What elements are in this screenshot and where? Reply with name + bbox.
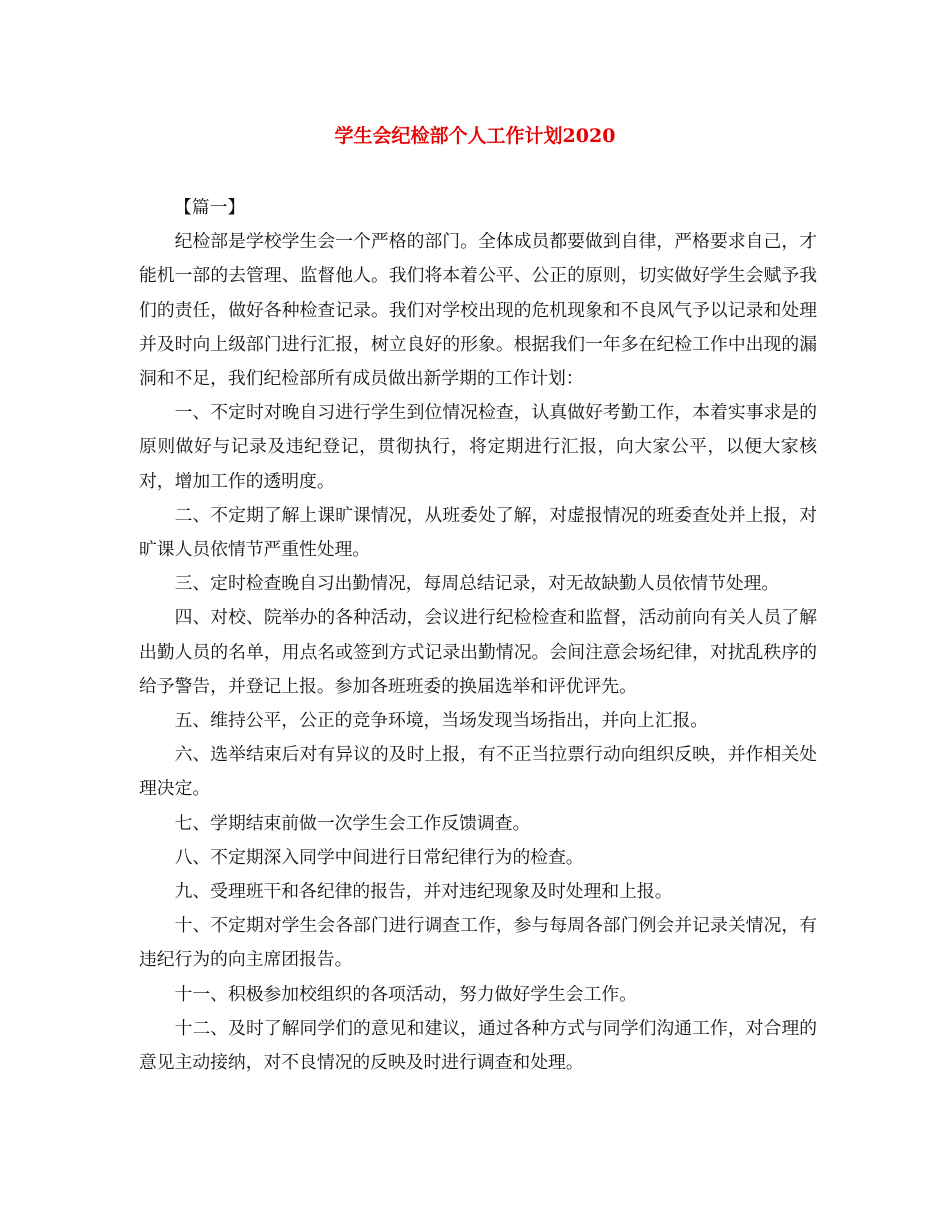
paragraph-item-6: 六、选举结束后对有异议的及时上报，有不正当拉票行动向组织反映，并作相关处理决定。: [139, 744, 817, 800]
paragraph-item-9: 九、受理班干和各纪律的报告，并对违纪现象及时处理和上报。: [174, 881, 673, 903]
paragraph-intro: 纪检部是学校学生会一个严格的部门。全体成员都要做到自律，严格要求自己，才能机一部的去管理、监督他人。我们将本着公平、公正的原则，切实做好学生会赋予我们的责任，做好各种检查记录。我们对学校出现的危机现象和不良风气予以记录和处理并及时向上级部门进行汇报，树立良好的形象。根据我们一年多在纪检工作中出现的漏洞和不足，我们纪检部所有成员做出新学期的工作计划：: [139, 231, 817, 390]
document-body: [139, 191, 817, 1080]
paragraph-item-11: 十一、积极参加校组织的各项活动，努力做好学生会工作。: [174, 983, 637, 1005]
paragraph-item-2: 二、不定期了解上课旷课情况，从班委处了解，对虚报情况的班委查处并上报，对旷课人员依情节严重性处理。: [139, 504, 817, 561]
paragraph-item-3: 三、定时检查晚自习出勤情况，每周总结记录，对无故缺勤人员依情节处理。: [174, 573, 780, 595]
paragraph-item-10: 十、不定期对学生会各部门进行调查工作，参与每周各部门例会并记录关情况，有违纪行为的向主席团报告。: [139, 915, 817, 971]
paragraph-item-1: 一、不定时对晚自习进行学生到位情况检查，认真做好考勤工作，本着实事求是的原则做好与记录及违纪登记，贯彻执行，将定期进行汇报，向大家公平，以便大家核对，增加工作的透明度。: [139, 402, 817, 492]
section-label: 【篇一】: [174, 197, 246, 218]
paragraph-item-5: 五、维持公平，公正的竞争环境，当场发现当场指出，并向上汇报。: [174, 710, 709, 732]
document-title: 学生会纪检部个人工作计划2020: [334, 125, 616, 147]
paragraph-item-8: 八、不定期深入同学中间进行日常纪律行为的检查。: [174, 846, 584, 868]
paragraph-item-12: 十二、及时了解同学们的意见和建议，通过各种方式与同学们沟通工作，对合理的意见主动接纳，对不良情况的反映及时进行调查和处理。: [139, 1017, 817, 1074]
paragraph-item-4: 四、对校、院举办的各种活动，会议进行纪检检查和监督，活动前向有关人员了解出勤人员的名单，用点名或签到方式记录出勤情况。会间注意会场纪律，对扰乱秩序的给予警告，并登记上报。参加各班班委的换届选举和评优评先。: [139, 607, 817, 697]
paragraph-item-7: 七、学期结束前做一次学生会工作反馈调查。: [174, 812, 531, 834]
